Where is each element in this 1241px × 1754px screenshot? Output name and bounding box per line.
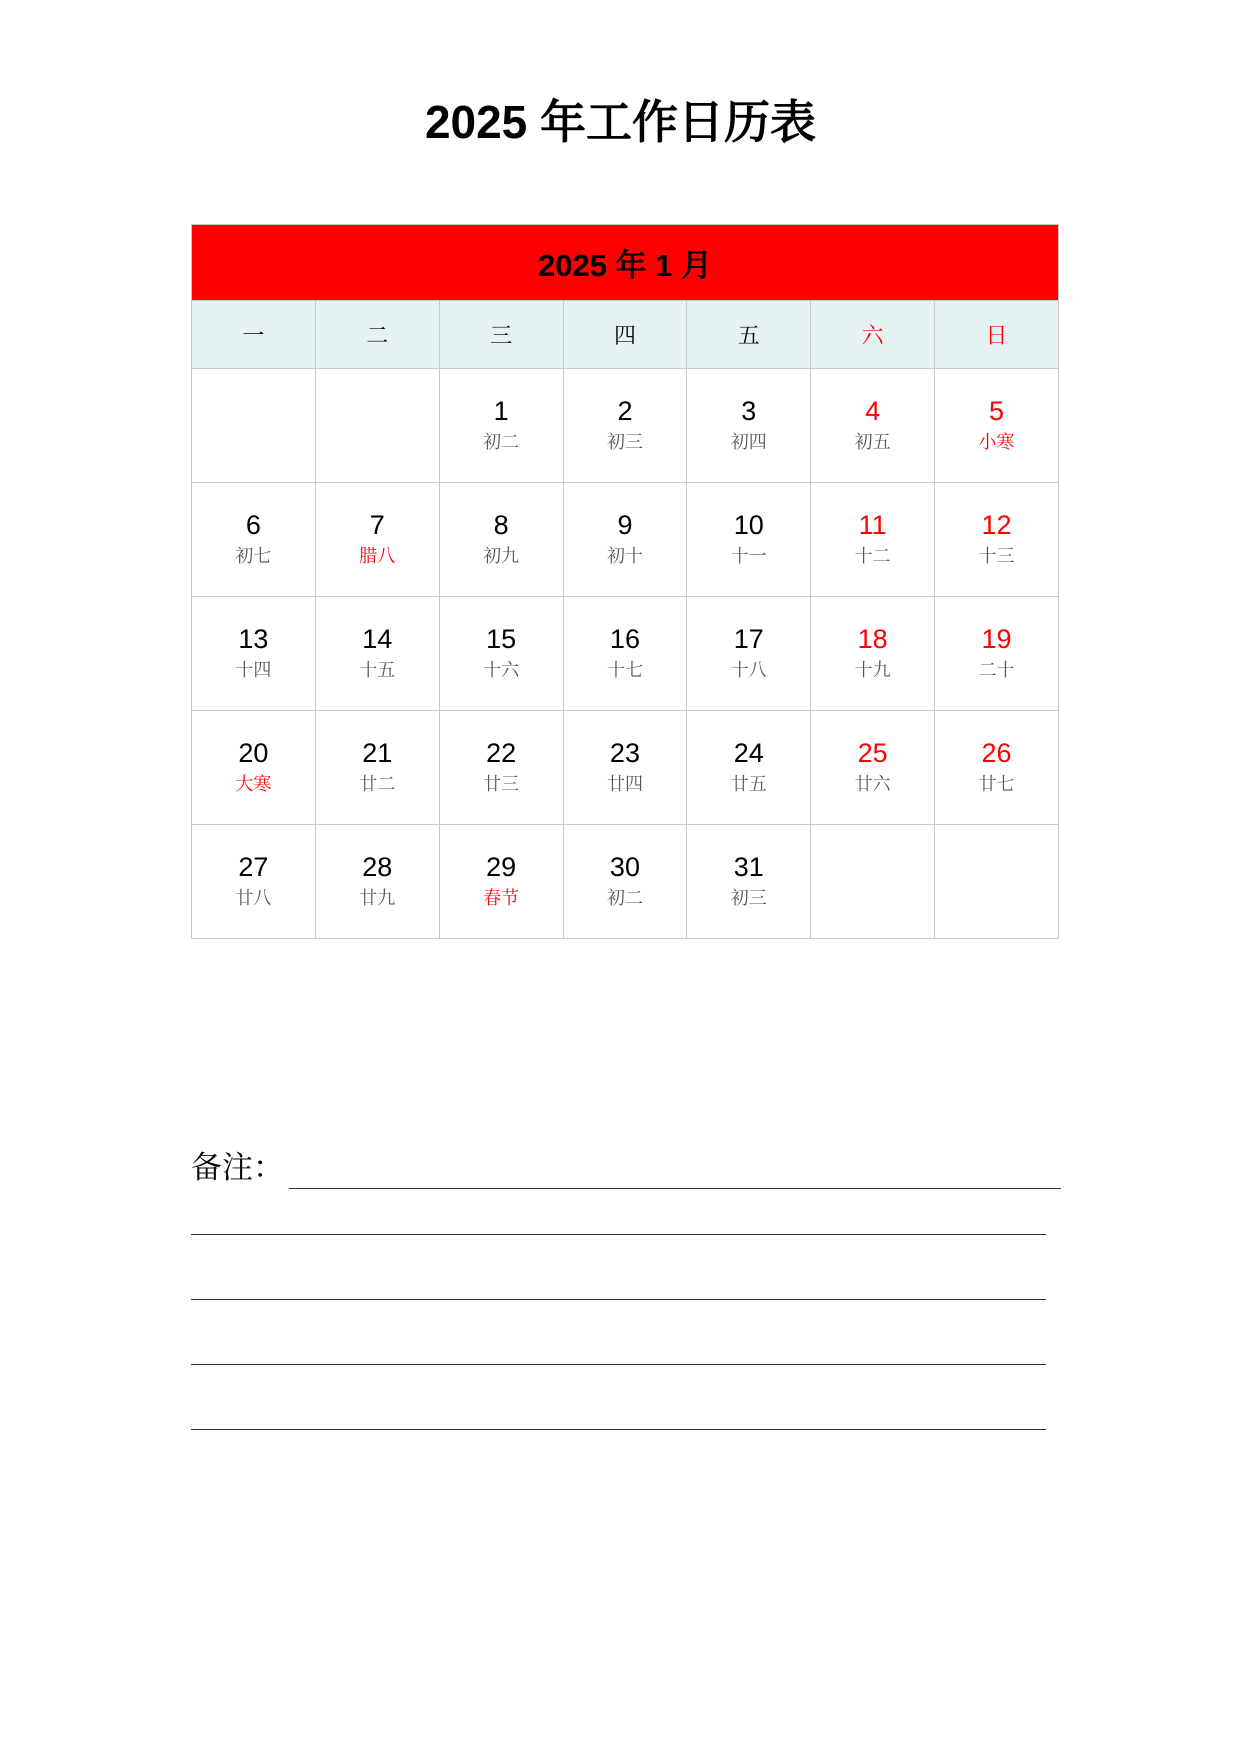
day-cell[interactable] <box>935 369 1059 483</box>
festival-label: 小寒 <box>978 432 1015 453</box>
note-row <box>191 1259 1061 1324</box>
day-cell[interactable] <box>563 597 687 711</box>
month-title: 2025 年 1 月 <box>192 225 1059 301</box>
weekday-header: 五 <box>687 301 811 369</box>
day-cell[interactable] <box>315 597 439 711</box>
note-row <box>191 1324 1061 1389</box>
day-number: 18 <box>857 624 888 654</box>
day-number: 24 <box>733 738 764 768</box>
day-number: 30 <box>609 852 640 882</box>
lunar-date: 初二 <box>483 432 520 453</box>
day-cell[interactable] <box>439 483 563 597</box>
empty-day-cell <box>935 825 1059 939</box>
day-cell[interactable] <box>687 711 811 825</box>
note-row <box>191 1194 1061 1259</box>
empty-day-cell <box>811 825 935 939</box>
day-number: 12 <box>981 510 1012 540</box>
day-cell[interactable] <box>687 483 811 597</box>
calendar-table <box>191 224 1059 939</box>
weekday-header-row <box>192 301 1059 369</box>
day-number: 20 <box>238 738 269 768</box>
note-blank-line[interactable] <box>191 1364 1046 1365</box>
day-cell[interactable] <box>192 711 316 825</box>
day-cell[interactable] <box>192 483 316 597</box>
festival-label: 春节 <box>483 888 520 909</box>
day-number: 8 <box>493 510 509 540</box>
note-blank-line[interactable] <box>191 1234 1046 1235</box>
day-cell[interactable] <box>687 825 811 939</box>
lunar-date: 十九 <box>854 660 891 681</box>
day-number: 13 <box>238 624 269 654</box>
day-cell[interactable] <box>315 711 439 825</box>
day-cell[interactable] <box>811 369 935 483</box>
lunar-date: 廿八 <box>235 888 272 909</box>
day-cell[interactable] <box>811 483 935 597</box>
day-number: 31 <box>733 852 764 882</box>
week-row <box>192 597 1059 711</box>
lunar-date: 廿七 <box>978 774 1015 795</box>
lunar-date: 初四 <box>730 432 767 453</box>
day-number: 17 <box>733 624 764 654</box>
day-cell[interactable] <box>687 369 811 483</box>
day-cell[interactable] <box>563 711 687 825</box>
lunar-date: 十五 <box>359 660 396 681</box>
day-cell[interactable] <box>811 711 935 825</box>
day-number: 14 <box>362 624 393 654</box>
day-number: 2 <box>617 396 633 426</box>
note-row <box>191 1389 1061 1454</box>
day-number: 25 <box>857 738 888 768</box>
weekday-header: 三 <box>439 301 563 369</box>
lunar-date: 初三 <box>606 432 643 453</box>
notes-label: 备注： <box>191 1150 284 1186</box>
day-number: 28 <box>362 852 393 882</box>
lunar-date: 初二 <box>606 888 643 909</box>
lunar-date: 初十 <box>606 546 643 567</box>
day-number: 26 <box>981 738 1012 768</box>
lunar-date: 十六 <box>483 660 520 681</box>
lunar-date: 初五 <box>854 432 891 453</box>
page-title: 2025 年工作日历表 <box>424 96 817 148</box>
day-number: 7 <box>369 510 385 540</box>
day-cell[interactable] <box>935 483 1059 597</box>
day-cell[interactable] <box>439 711 563 825</box>
week-row <box>192 711 1059 825</box>
lunar-date: 廿六 <box>854 774 891 795</box>
day-cell[interactable] <box>192 597 316 711</box>
day-cell[interactable] <box>439 369 563 483</box>
day-cell[interactable] <box>192 825 316 939</box>
day-number: 1 <box>493 396 509 426</box>
empty-day-cell <box>192 369 316 483</box>
note-blank-line[interactable] <box>191 1429 1046 1430</box>
weekday-header: 四 <box>563 301 687 369</box>
weekday-header: 一 <box>192 301 316 369</box>
lunar-date: 廿四 <box>606 774 643 795</box>
day-number: 23 <box>609 738 640 768</box>
lunar-date: 廿二 <box>359 774 396 795</box>
festival-label: 大寒 <box>235 774 272 795</box>
calendar-body <box>192 369 1059 939</box>
day-number: 11 <box>858 510 887 540</box>
lunar-date: 十三 <box>978 546 1015 567</box>
festival-label: 腊八 <box>359 546 396 567</box>
day-cell[interactable] <box>935 597 1059 711</box>
weekday-header: 二 <box>315 301 439 369</box>
note-blank-line[interactable] <box>289 1188 1061 1189</box>
day-number: 29 <box>486 852 517 882</box>
lunar-date: 廿五 <box>730 774 767 795</box>
lunar-date: 十一 <box>730 546 767 567</box>
lunar-date: 廿九 <box>359 888 396 909</box>
lunar-date: 十二 <box>854 546 891 567</box>
day-cell[interactable] <box>935 711 1059 825</box>
note-row <box>191 1148 1061 1194</box>
day-cell[interactable] <box>439 597 563 711</box>
lunar-date: 二十 <box>978 660 1015 681</box>
notes-section <box>191 1148 1061 1454</box>
weekday-header: 六 <box>811 301 935 369</box>
week-row <box>192 825 1059 939</box>
lunar-date: 初七 <box>235 546 272 567</box>
day-number: 21 <box>362 738 393 768</box>
day-number: 15 <box>486 624 517 654</box>
day-number: 16 <box>609 624 640 654</box>
day-cell[interactable] <box>315 483 439 597</box>
day-number: 6 <box>245 510 261 540</box>
lunar-date: 十四 <box>235 660 272 681</box>
day-cell[interactable] <box>315 825 439 939</box>
weekday-header: 日 <box>935 301 1059 369</box>
day-cell[interactable] <box>811 597 935 711</box>
note-blank-line[interactable] <box>191 1299 1046 1300</box>
day-cell[interactable] <box>687 597 811 711</box>
week-row <box>192 369 1059 483</box>
day-number: 22 <box>486 738 517 768</box>
day-number: 3 <box>741 396 757 426</box>
day-cell[interactable] <box>563 369 687 483</box>
day-cell[interactable] <box>563 825 687 939</box>
day-number: 19 <box>981 624 1012 654</box>
lunar-date: 十八 <box>730 660 767 681</box>
day-cell[interactable] <box>439 825 563 939</box>
day-number: 27 <box>238 852 269 882</box>
lunar-date: 初三 <box>730 888 767 909</box>
day-cell[interactable] <box>563 483 687 597</box>
lunar-date: 廿三 <box>483 774 520 795</box>
day-number: 5 <box>989 396 1005 426</box>
day-number: 4 <box>865 396 881 426</box>
day-number: 10 <box>733 510 764 540</box>
lunar-date: 十七 <box>606 660 643 681</box>
empty-day-cell <box>315 369 439 483</box>
week-row <box>192 483 1059 597</box>
lunar-date: 初九 <box>483 546 520 567</box>
day-number: 9 <box>617 510 633 540</box>
